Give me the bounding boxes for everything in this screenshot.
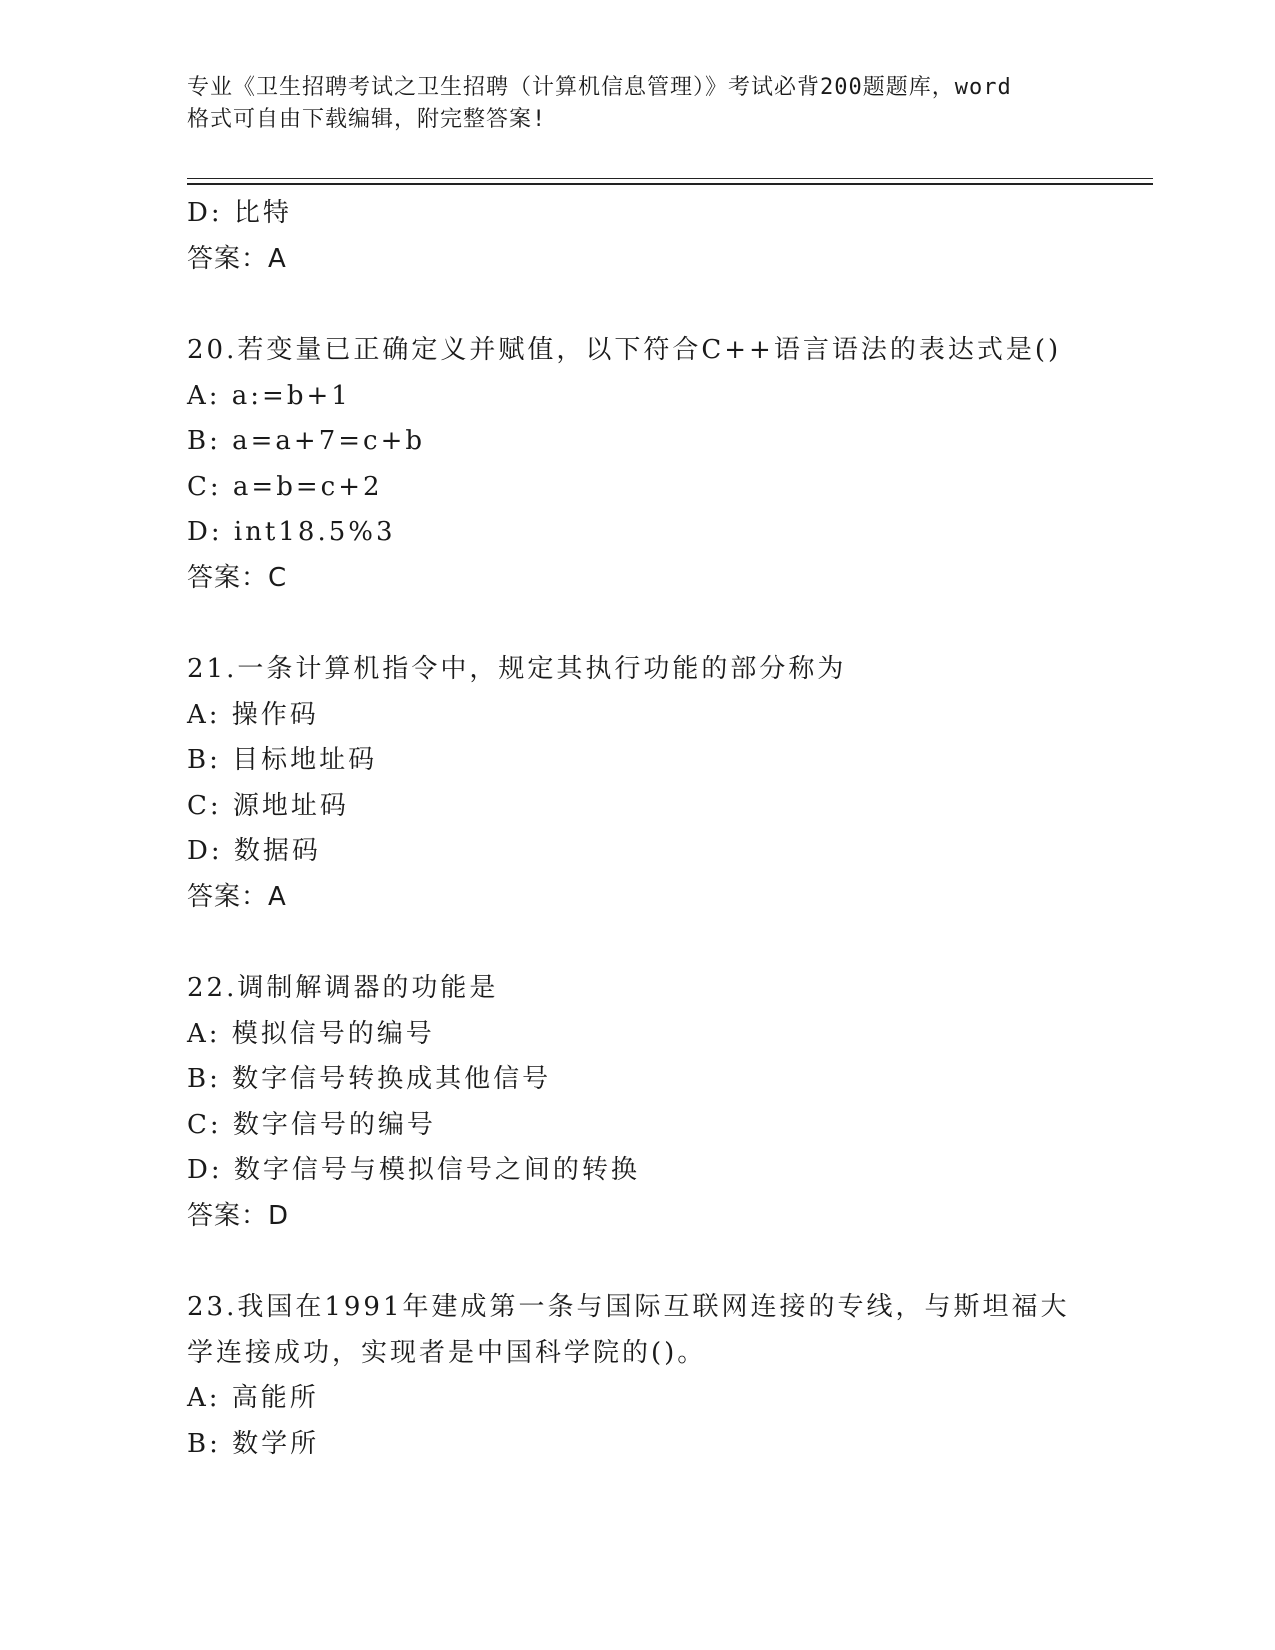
question-text: 22.调制解调器的功能是 [187,973,499,1003]
header-rule-thin [187,178,1153,179]
option-d: D: int18.5%3 [187,517,396,547]
question-list [187,191,1147,1467]
header-line-1: 专业《卫生招聘考试之卫生招聘（计算机信息管理）》考试必背200题题库，word [187,75,1012,100]
question-text: 21.一条计算机指令中，规定其执行功能的部分称为 [187,654,847,684]
question-block-21 [187,647,1147,920]
header-rule-thick [187,183,1153,185]
question-block-22 [187,966,1147,1239]
question-text: 20.若变量已正确定义并赋值，以下符合C++语言语法的表达式是() [187,335,1062,365]
option-c: C: 源地址码 [187,790,349,821]
option-d: D: 数据码 [187,836,321,866]
option-a: A: 高能所 [187,1383,319,1413]
option-d: D: 数字信号与模拟信号之间的转换 [187,1155,640,1185]
option-c: C: 数字信号的编号 [187,1109,436,1140]
question-text-line-2: 学连接成功，实现者是中国科学院的()。 [187,1337,707,1368]
option-c: C: a=b=c+2 [187,471,383,502]
option-b: B: 目标地址码 [187,745,378,775]
option-a: A: 模拟信号的编号 [187,1018,435,1049]
header-line-2: 格式可自由下载编辑，附完整答案! [187,107,547,132]
option-d: D: 比特 [187,198,292,228]
option-b: B: 数字信号转换成其他信号 [187,1064,552,1094]
option-a: A: a:=b+1 [187,380,351,411]
option-a: A: 操作码 [187,699,319,730]
question-block-20 [187,328,1147,601]
answer-line: 答案：C [187,562,288,593]
option-b: B: a=a+7=c+b [187,426,426,456]
answer-line: 答案：A [187,881,287,912]
document-header [187,72,1087,136]
answer-line: 答案：A [187,243,287,274]
question-block-23 [187,1285,1147,1467]
question-text-line-1: 23.我国在1991年建成第一条与国际互联网连接的专线，与斯坦福大 [187,1292,1070,1322]
answer-line: 答案：D [187,1200,290,1231]
question-block-prev [187,191,1147,282]
option-b: B: 数学所 [187,1428,320,1459]
